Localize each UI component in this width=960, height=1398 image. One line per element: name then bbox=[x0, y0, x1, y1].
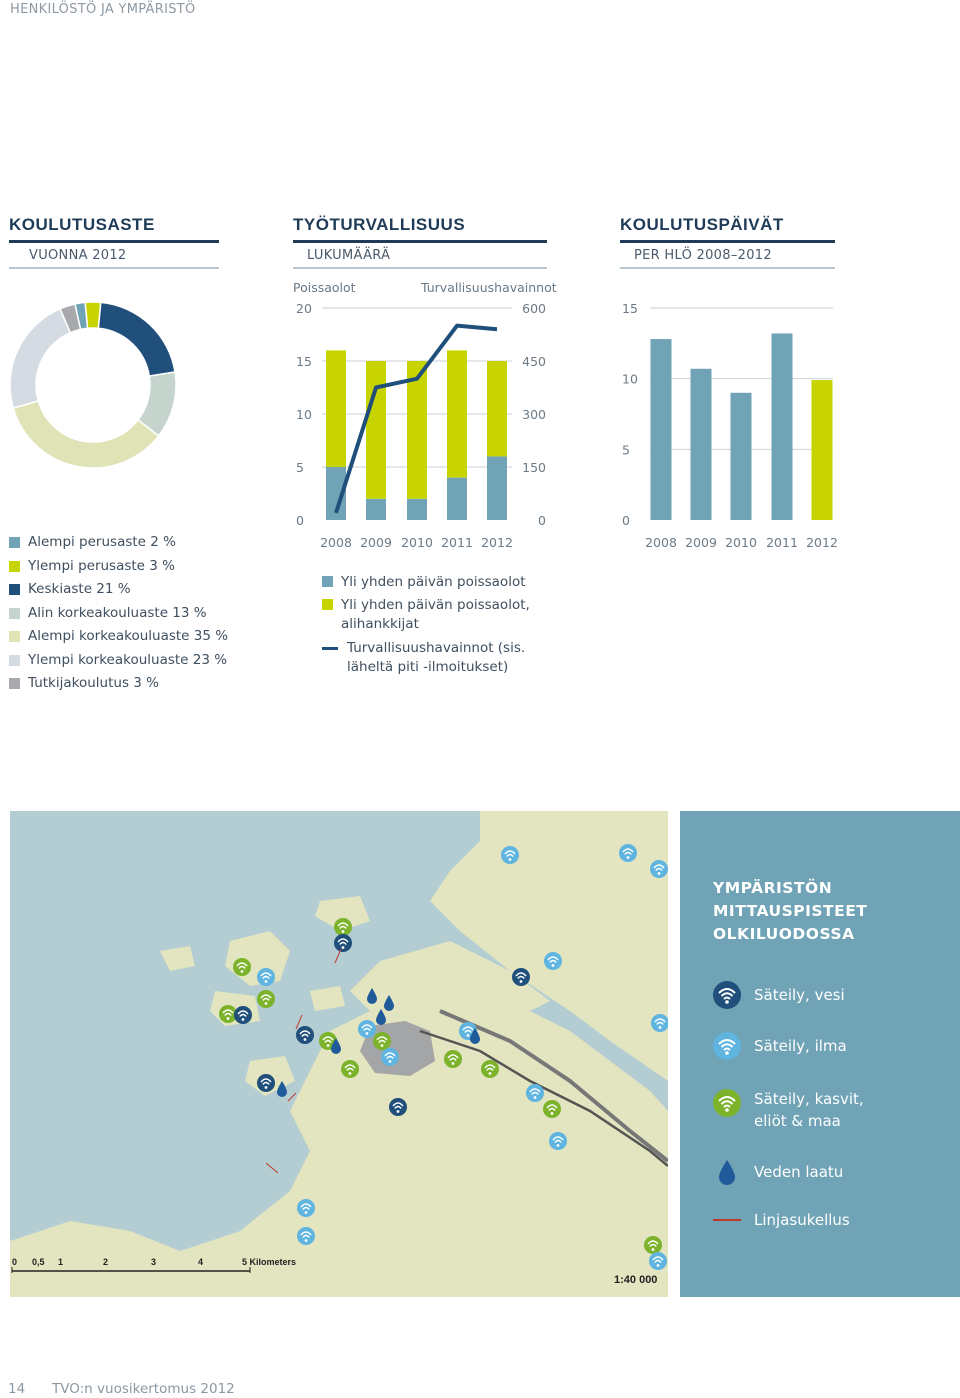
map-marker-radiation-air bbox=[544, 952, 562, 970]
map-scale-label: 1 bbox=[58, 1257, 64, 1267]
environment-map bbox=[10, 811, 668, 1297]
education-legend-label: Alempi perusaste 2 % bbox=[28, 534, 176, 550]
legend-swatch bbox=[9, 561, 20, 572]
safety-legend-item bbox=[322, 639, 542, 677]
map-legend-item-water bbox=[712, 980, 845, 1010]
safety-year-label: 2012 bbox=[481, 535, 513, 550]
map-marker-radiation-air bbox=[297, 1199, 315, 1217]
safety-right-tick: 300 bbox=[522, 407, 546, 422]
education-legend-label: Ylempi korkeakouluaste 23 % bbox=[28, 651, 228, 668]
map-legend-label-line: Linjasukellus bbox=[754, 1211, 850, 1229]
safety-left-axis-label: Poissaolot bbox=[293, 280, 356, 295]
legend-swatch bbox=[322, 599, 333, 610]
safety-legend-item bbox=[322, 596, 542, 634]
education-legend-label: Alempi korkeakouluaste 35 % bbox=[28, 628, 229, 644]
legend-swatch bbox=[322, 576, 333, 587]
radiation-air-icon bbox=[712, 1031, 742, 1061]
map-legend-label-air: Säteily, ilma bbox=[754, 1037, 847, 1055]
map-marker-radiation-water bbox=[389, 1098, 407, 1116]
map-marker-radiation-plants bbox=[481, 1060, 499, 1078]
training-year-label: 2012 bbox=[806, 535, 838, 550]
safety-legend-label: Yli yhden päivän poissaolot, alihankkijat bbox=[341, 597, 530, 632]
map-marker-radiation-water bbox=[296, 1026, 314, 1044]
map-marker-radiation-air bbox=[549, 1132, 567, 1150]
map-marker-radiation-water bbox=[257, 1074, 275, 1092]
footer-publication: TVO:n vuosikertomus 2012 bbox=[52, 1381, 235, 1397]
map-marker-radiation-water bbox=[334, 934, 352, 952]
safety-left-tick: 5 bbox=[296, 460, 304, 475]
water-drop-icon bbox=[712, 1157, 742, 1187]
training-year-label: 2010 bbox=[725, 535, 757, 550]
line-icon bbox=[712, 1209, 742, 1231]
safety-bar-2009-contractors bbox=[366, 361, 386, 499]
safety-subtitle: LUKUMÄÄRÄ bbox=[307, 248, 391, 263]
radiation-plants-icon bbox=[712, 1088, 742, 1118]
safety-year-label: 2011 bbox=[441, 535, 473, 550]
education-legend-item bbox=[9, 628, 228, 644]
map-scale-label: 5 Kilometers bbox=[242, 1257, 297, 1267]
safety-right-tick: 450 bbox=[522, 354, 546, 369]
map-marker-radiation-plants bbox=[444, 1050, 462, 1068]
legend-swatch bbox=[9, 655, 20, 666]
map-marker-radiation-air bbox=[650, 860, 668, 878]
map-legend-item-air bbox=[712, 1031, 847, 1061]
legend-line bbox=[322, 647, 338, 650]
map-legend-item-water-quality bbox=[712, 1157, 843, 1187]
safety-bar-2012-contractors bbox=[487, 361, 507, 456]
map-marker-radiation-plants bbox=[257, 990, 275, 1008]
safety-bar-2008-contractors bbox=[326, 350, 346, 467]
training-subtitle: PER HLÖ 2008–2012 bbox=[634, 248, 772, 263]
map-marker-radiation-plants bbox=[543, 1100, 561, 1118]
education-legend-label: Tutkijakoulutus 3 % bbox=[28, 675, 159, 691]
safety-bar-2011-contractors bbox=[447, 350, 467, 477]
map-marker-radiation-air bbox=[619, 844, 637, 862]
training-title: KOULUTUSPÄIVÄT bbox=[620, 215, 784, 234]
education-subtitle: VUONNA 2012 bbox=[29, 248, 127, 263]
safety-year-label: 2009 bbox=[360, 535, 392, 550]
footer-page-number: 14 bbox=[8, 1381, 26, 1397]
map-legend-title bbox=[713, 877, 867, 946]
training-tick: 5 bbox=[622, 442, 630, 458]
legend-swatch bbox=[9, 678, 20, 689]
map-marker-radiation-air bbox=[649, 1252, 667, 1270]
safety-left-tick: 15 bbox=[296, 354, 312, 369]
safety-legend-label: Turvallisuushavainnot (sis. läheltä piti -ilmoitukset) bbox=[347, 640, 526, 675]
safety-year-label: 2008 bbox=[320, 535, 352, 550]
map-scale-label: 0 bbox=[12, 1257, 18, 1267]
map-scale-ratio: 1:40 000 bbox=[614, 1274, 658, 1286]
safety-right-tick: 0 bbox=[538, 513, 546, 528]
safety-right-axis-label: Turvallisuushavainnot bbox=[421, 280, 557, 295]
map-marker-radiation-air bbox=[257, 968, 275, 986]
safety-title: TYÖTURVALLISUUS bbox=[293, 215, 466, 234]
legend-swatch bbox=[9, 631, 20, 642]
map-marker-radiation-plants bbox=[341, 1060, 359, 1078]
map-legend-label-plants: Säteily, kasvit, eliöt & maa bbox=[754, 1090, 864, 1130]
education-legend-label: Ylempi perusaste 3 % bbox=[28, 557, 175, 574]
safety-legend-label: Yli yhden päivän poissaolot bbox=[341, 574, 526, 590]
map-marker-radiation-air bbox=[501, 846, 519, 864]
safety-bar-2010-employees bbox=[407, 499, 427, 520]
education-legend-label: Keskiaste 21 % bbox=[28, 581, 131, 597]
map-marker-radiation-air bbox=[297, 1227, 315, 1245]
education-legend-label: Alin korkeakouluaste 13 % bbox=[28, 604, 207, 621]
map-scale-label: 3 bbox=[151, 1257, 157, 1267]
safety-right-tick: 600 bbox=[522, 301, 546, 316]
training-year-label: 2009 bbox=[685, 535, 717, 550]
education-legend-item bbox=[9, 675, 159, 691]
training-bar-2008 bbox=[651, 339, 672, 520]
map-marker-radiation-plants bbox=[233, 958, 251, 976]
map-marker-radiation-air bbox=[381, 1048, 399, 1066]
map-legend-title-line-1: YMPÄRISTÖN bbox=[713, 879, 833, 897]
education-title: KOULUTUSASTE bbox=[9, 215, 155, 234]
safety-legend-item bbox=[322, 573, 542, 592]
safety-left-tick: 0 bbox=[296, 513, 304, 528]
page-header: HENKILÖSTÖ JA YMPÄRISTÖ bbox=[10, 2, 196, 17]
map-scale-label: 2 bbox=[103, 1257, 109, 1267]
map-legend-label-water-quality: Veden laatu bbox=[754, 1163, 844, 1181]
legend-swatch bbox=[9, 608, 20, 619]
education-legend-item bbox=[9, 652, 227, 668]
training-tick: 10 bbox=[622, 371, 638, 387]
safety-left-tick: 20 bbox=[296, 301, 312, 316]
safety-left-tick: 10 bbox=[296, 407, 312, 422]
map-marker-radiation-plants bbox=[334, 918, 352, 936]
map-scale-label: 0,5 bbox=[32, 1257, 45, 1267]
safety-bar-2011-employees bbox=[447, 478, 467, 520]
map-legend-label-water: Säteily, vesi bbox=[754, 986, 845, 1004]
map-legend-title-line-3: OLKILUODOSSA bbox=[713, 925, 855, 943]
map-scale-label: 4 bbox=[198, 1257, 204, 1267]
map-marker-radiation-air bbox=[526, 1084, 544, 1102]
legend-swatch bbox=[9, 584, 20, 595]
training-tick: 15 bbox=[622, 301, 638, 316]
map-marker-radiation-air bbox=[358, 1020, 376, 1038]
training-bar-2010 bbox=[731, 393, 752, 520]
safety-bar-2012-employees bbox=[487, 456, 507, 520]
map-marker-radiation-plants bbox=[644, 1236, 662, 1254]
training-year-label: 2011 bbox=[766, 535, 798, 550]
map-legend-item-line bbox=[712, 1209, 850, 1231]
radiation-water-icon bbox=[712, 980, 742, 1010]
training-year-label: 2008 bbox=[645, 535, 677, 550]
map-marker-radiation-water bbox=[234, 1006, 252, 1024]
map-legend-title-line-2: MITTAUSPISTEET bbox=[713, 902, 868, 920]
map-legend-item-plants bbox=[712, 1088, 884, 1132]
training-bar-2009 bbox=[691, 369, 712, 520]
map-marker-radiation-plants bbox=[373, 1032, 391, 1050]
map-marker-radiation-water bbox=[512, 968, 530, 986]
education-legend-item bbox=[9, 581, 131, 597]
safety-year-label: 2010 bbox=[401, 535, 433, 550]
safety-bar-2009-employees bbox=[366, 499, 386, 520]
safety-right-tick: 150 bbox=[522, 460, 546, 475]
safety-chart bbox=[0, 0, 560, 560]
training-bar-2011 bbox=[772, 333, 793, 520]
training-tick: 0 bbox=[622, 513, 630, 528]
training-bar-2012 bbox=[812, 380, 833, 520]
education-legend-item bbox=[9, 605, 207, 621]
training-chart bbox=[560, 0, 960, 560]
